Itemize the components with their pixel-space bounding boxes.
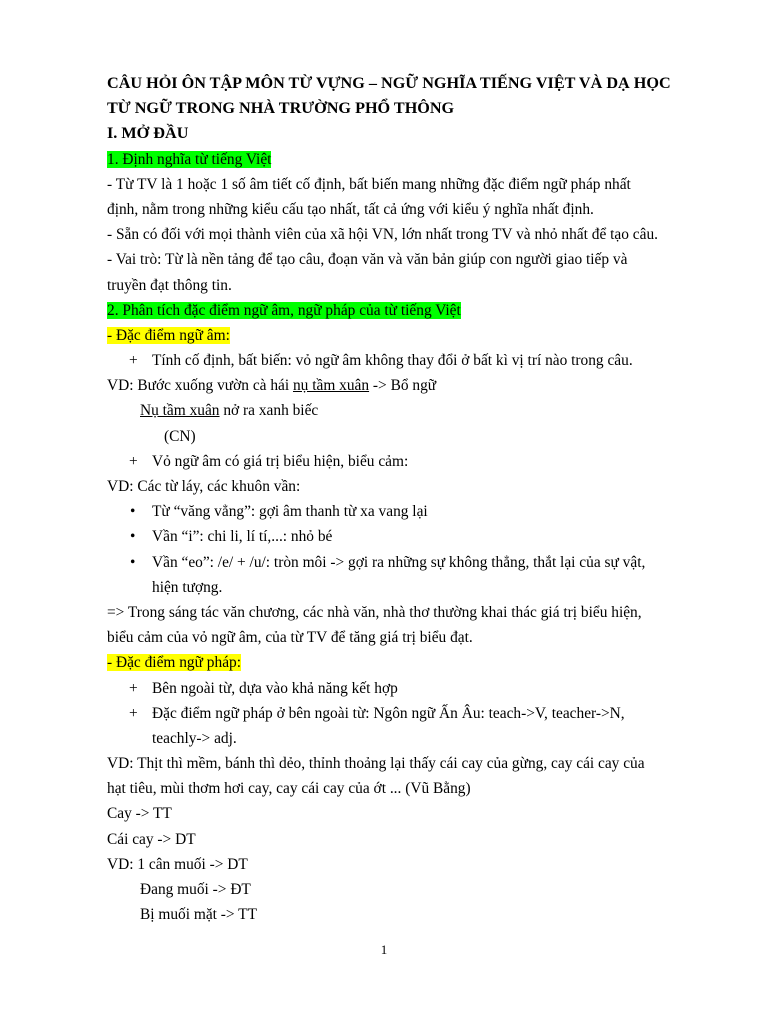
example-line: hạt tiêu, mùi thơm hơi cay, cay cái cay của ớt ... (Vũ Bằng) <box>107 780 471 798</box>
bullet-text: Từ “văng vẳng”: gợi âm thanh từ xa vang lại <box>152 503 428 521</box>
phonetic-subheading <box>107 323 707 348</box>
list-item <box>107 348 707 373</box>
paragraph: => Trong sáng tác văn chương, các nhà văn, nhà thơ thường khai thác giá trị biểu hiện, <box>107 603 642 621</box>
paragraph: - Vai trò: Từ là nền tảng để tạo câu, đoạn văn và văn bản giúp con người giao tiếp và <box>107 251 628 269</box>
bullet-item <box>107 524 707 549</box>
grammar-subheading-text: - Đặc điểm ngữ pháp: <box>107 654 241 672</box>
example-line: Bị muối mặt -> TT <box>140 906 257 924</box>
doc-title-line-2: TỪ NGỮ TRONG NHÀ TRƯỜNG PHỔ THÔNG <box>107 99 455 118</box>
example-text: VD: Bước xuống vườn cà hái <box>107 377 293 395</box>
list-item-text: Bên ngoài từ, dựa vào khả năng kết hợp <box>152 679 398 697</box>
bullet-item <box>107 550 707 575</box>
example-line <box>107 398 707 423</box>
list-item-text: Vỏ ngữ âm có giá trị biểu hiện, biểu cảm: <box>152 452 409 470</box>
example-text: nở ra xanh biếc <box>219 402 319 420</box>
paragraph: truyền đạt thông tin. <box>107 276 232 294</box>
plus-marker: + <box>129 452 138 470</box>
section-heading: I. MỞ ĐẦU <box>107 124 189 143</box>
bullet-text: Vần “i”: chi li, lí tí,...: nhỏ bé <box>152 528 333 546</box>
paragraph: định, nằm trong những kiểu cấu tạo nhất, tất cả ứng với kiểu ý nghĩa nhất định. <box>107 200 594 218</box>
example-line: VD: Các từ láy, các khuôn vần: <box>107 478 301 495</box>
doc-title-line-1: CÂU HỎI ÔN TẬP MÔN TỪ VỰNG – NGỮ NGHĨA TIẾNG VIỆT VÀ DẠ HỌC <box>107 74 671 92</box>
underlined-phrase: nụ tầm xuân <box>292 377 370 395</box>
question-2-heading-text: 2. Phân tích đặc điểm ngữ âm, ngữ pháp của từ tiếng Việt <box>107 301 461 319</box>
example-line: Cái cay -> DT <box>107 830 196 848</box>
list-item-continuation: teachly-> adj. <box>152 729 237 747</box>
question-1-heading-text: 1. Định nghĩa từ tiếng Việt <box>107 150 272 168</box>
example-line: VD: Thịt thì mềm, bánh thì dẻo, thỉnh thoảng lại thấy cái cay của gừng, cay cái cay của <box>107 755 645 773</box>
underlined-phrase: Nụ tầm xuân <box>140 402 220 420</box>
bullet-text: Vần “eo”: /e/ + /u/: tròn môi -> gợi ra những sự không thẳng, thắt lại của sự vật, <box>152 553 646 571</box>
question-1-heading <box>107 147 707 172</box>
list-item <box>107 676 707 701</box>
plus-marker: + <box>129 352 138 370</box>
plus-marker: + <box>129 679 138 697</box>
bullet-marker: • <box>130 528 136 546</box>
example-text: -> Bổ ngữ <box>369 377 437 395</box>
question-2-heading <box>107 298 707 323</box>
page-content <box>107 71 707 927</box>
bullet-item <box>107 499 707 524</box>
bullet-marker: • <box>130 503 136 521</box>
page-number: 1 <box>380 942 388 957</box>
paragraph: - Từ TV là 1 hoặc 1 số âm tiết cố định, bất biến mang những đặc điểm ngữ pháp nhất <box>107 175 631 193</box>
paragraph: biểu cảm của vỏ ngữ âm, của từ TV để tăng giá trị biểu đạt. <box>107 629 473 647</box>
example-line: (CN) <box>164 427 196 445</box>
list-item-text: Tính cố định, bất biến: vỏ ngữ âm không thay đổi ở bất kì vị trí nào trong câu. <box>152 352 633 370</box>
list-item <box>107 449 707 474</box>
paragraph: - Sẵn có đối với mọi thành viên của xã hội VN, lớn nhất trong TV và nhỏ nhất để tạo câu. <box>107 226 658 244</box>
example-line: VD: 1 cân muối -> DT <box>107 855 248 873</box>
example-line: Cay -> TT <box>107 805 172 823</box>
list-item <box>107 701 707 726</box>
phonetic-subheading-text: - Đặc điểm ngữ âm: <box>107 326 230 344</box>
example-line: Đang muối -> ĐT <box>140 881 251 898</box>
plus-marker: + <box>129 704 138 722</box>
bullet-continuation: hiện tượng. <box>152 578 223 596</box>
example-line <box>107 373 707 398</box>
grammar-subheading <box>107 650 707 675</box>
bullet-marker: • <box>130 553 136 571</box>
list-item-text: Đặc điểm ngữ pháp ở bên ngoài từ: Ngôn ngữ Ấn Âu: teach->V, teacher->N, <box>152 704 625 722</box>
